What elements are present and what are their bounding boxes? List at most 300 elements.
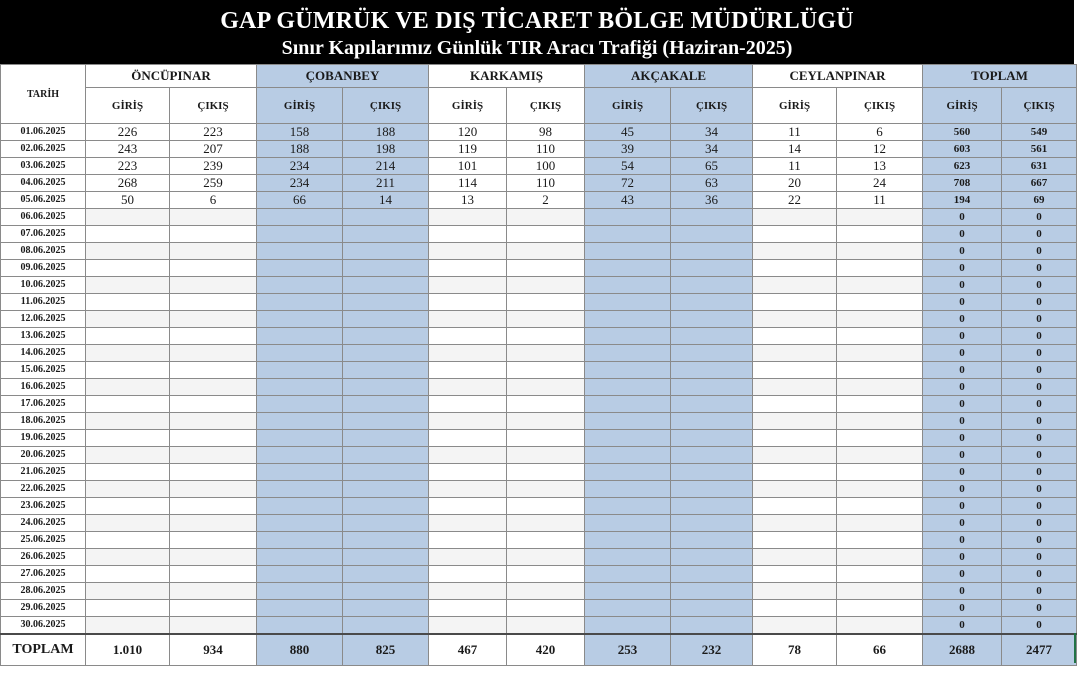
date-cell[interactable]: 13.06.2025 xyxy=(1,328,86,345)
value-cell[interactable] xyxy=(585,277,671,294)
value-cell[interactable] xyxy=(837,583,923,600)
value-cell[interactable] xyxy=(170,226,257,243)
total-exit-cell[interactable]: 0 xyxy=(1002,566,1077,583)
value-cell[interactable] xyxy=(671,260,753,277)
value-cell[interactable] xyxy=(429,430,507,447)
value-cell[interactable] xyxy=(753,532,837,549)
value-cell[interactable] xyxy=(86,260,170,277)
value-cell[interactable]: 34 xyxy=(671,124,753,141)
value-cell[interactable] xyxy=(753,600,837,617)
value-cell[interactable] xyxy=(837,498,923,515)
value-cell[interactable] xyxy=(343,260,429,277)
date-cell[interactable]: 04.06.2025 xyxy=(1,175,86,192)
date-cell[interactable]: 19.06.2025 xyxy=(1,430,86,447)
total-exit-cell[interactable]: 0 xyxy=(1002,447,1077,464)
value-cell[interactable] xyxy=(753,209,837,226)
total-exit-cell[interactable]: 0 xyxy=(1002,260,1077,277)
value-cell[interactable] xyxy=(343,396,429,413)
total-entry-cell[interactable]: 0 xyxy=(923,498,1002,515)
value-cell[interactable] xyxy=(257,209,343,226)
value-cell[interactable] xyxy=(837,362,923,379)
total-exit-cell[interactable]: 0 xyxy=(1002,396,1077,413)
value-cell[interactable]: 22 xyxy=(753,192,837,209)
value-cell[interactable] xyxy=(429,498,507,515)
footer-total-cell[interactable]: 2477 xyxy=(1002,634,1077,666)
total-entry-cell[interactable]: 194 xyxy=(923,192,1002,209)
totals-label[interactable]: TOPLAM xyxy=(1,634,86,666)
value-cell[interactable] xyxy=(86,277,170,294)
value-cell[interactable] xyxy=(585,430,671,447)
value-cell[interactable] xyxy=(585,481,671,498)
value-cell[interactable] xyxy=(429,583,507,600)
value-cell[interactable] xyxy=(507,481,585,498)
value-cell[interactable] xyxy=(257,617,343,635)
value-cell[interactable]: 211 xyxy=(343,175,429,192)
value-cell[interactable] xyxy=(507,532,585,549)
value-cell[interactable]: 6 xyxy=(837,124,923,141)
date-cell[interactable]: 03.06.2025 xyxy=(1,158,86,175)
total-exit-cell[interactable]: 0 xyxy=(1002,481,1077,498)
value-cell[interactable]: 43 xyxy=(585,192,671,209)
value-cell[interactable] xyxy=(343,277,429,294)
value-cell[interactable] xyxy=(86,396,170,413)
total-exit-cell[interactable]: 0 xyxy=(1002,209,1077,226)
value-cell[interactable] xyxy=(585,515,671,532)
value-cell[interactable] xyxy=(170,583,257,600)
value-cell[interactable] xyxy=(585,362,671,379)
value-cell[interactable] xyxy=(86,532,170,549)
value-cell[interactable] xyxy=(753,362,837,379)
value-cell[interactable] xyxy=(837,277,923,294)
value-cell[interactable] xyxy=(585,396,671,413)
total-exit-cell[interactable]: 0 xyxy=(1002,226,1077,243)
value-cell[interactable] xyxy=(837,566,923,583)
value-cell[interactable]: 110 xyxy=(507,141,585,158)
value-cell[interactable] xyxy=(507,413,585,430)
total-exit-cell[interactable]: 667 xyxy=(1002,175,1077,192)
value-cell[interactable]: 223 xyxy=(170,124,257,141)
value-cell[interactable] xyxy=(429,260,507,277)
value-cell[interactable] xyxy=(753,430,837,447)
value-cell[interactable]: 39 xyxy=(585,141,671,158)
value-cell[interactable] xyxy=(585,566,671,583)
total-entry-cell[interactable]: 0 xyxy=(923,549,1002,566)
value-cell[interactable]: 65 xyxy=(671,158,753,175)
value-cell[interactable] xyxy=(170,413,257,430)
value-cell[interactable] xyxy=(257,379,343,396)
value-cell[interactable] xyxy=(343,532,429,549)
value-cell[interactable] xyxy=(507,260,585,277)
value-cell[interactable] xyxy=(343,600,429,617)
footer-total-cell[interactable]: 880 xyxy=(257,634,343,666)
value-cell[interactable] xyxy=(429,549,507,566)
total-exit-cell[interactable]: 0 xyxy=(1002,617,1077,635)
footer-total-cell[interactable]: 66 xyxy=(837,634,923,666)
value-cell[interactable] xyxy=(429,464,507,481)
value-cell[interactable] xyxy=(429,209,507,226)
date-cell[interactable]: 10.06.2025 xyxy=(1,277,86,294)
total-entry-cell[interactable]: 0 xyxy=(923,515,1002,532)
value-cell[interactable]: 63 xyxy=(671,175,753,192)
entry-header-3[interactable]: GİRİŞ xyxy=(585,88,671,124)
value-cell[interactable] xyxy=(753,498,837,515)
value-cell[interactable] xyxy=(507,243,585,260)
value-cell[interactable]: 45 xyxy=(585,124,671,141)
value-cell[interactable]: 114 xyxy=(429,175,507,192)
value-cell[interactable] xyxy=(343,328,429,345)
value-cell[interactable] xyxy=(671,396,753,413)
footer-total-cell[interactable]: 1.010 xyxy=(86,634,170,666)
footer-total-cell[interactable]: 253 xyxy=(585,634,671,666)
value-cell[interactable] xyxy=(753,243,837,260)
value-cell[interactable]: 119 xyxy=(429,141,507,158)
value-cell[interactable] xyxy=(86,226,170,243)
value-cell[interactable] xyxy=(507,498,585,515)
value-cell[interactable] xyxy=(671,617,753,635)
value-cell[interactable] xyxy=(343,243,429,260)
exit-header-4[interactable]: ÇIKIŞ xyxy=(837,88,923,124)
value-cell[interactable] xyxy=(257,396,343,413)
value-cell[interactable] xyxy=(753,277,837,294)
value-cell[interactable] xyxy=(429,243,507,260)
date-cell[interactable]: 02.06.2025 xyxy=(1,141,86,158)
value-cell[interactable] xyxy=(671,600,753,617)
value-cell[interactable]: 243 xyxy=(86,141,170,158)
total-entry-cell[interactable]: 0 xyxy=(923,311,1002,328)
value-cell[interactable]: 101 xyxy=(429,158,507,175)
value-cell[interactable] xyxy=(257,226,343,243)
value-cell[interactable]: 239 xyxy=(170,158,257,175)
value-cell[interactable] xyxy=(86,600,170,617)
value-cell[interactable] xyxy=(585,260,671,277)
value-cell[interactable] xyxy=(585,600,671,617)
value-cell[interactable]: 158 xyxy=(257,124,343,141)
value-cell[interactable] xyxy=(343,345,429,362)
value-cell[interactable] xyxy=(257,549,343,566)
value-cell[interactable] xyxy=(429,345,507,362)
value-cell[interactable] xyxy=(257,260,343,277)
total-entry-cell[interactable]: 0 xyxy=(923,447,1002,464)
value-cell[interactable] xyxy=(671,515,753,532)
date-cell[interactable]: 29.06.2025 xyxy=(1,600,86,617)
value-cell[interactable] xyxy=(507,396,585,413)
total-exit-cell[interactable]: 0 xyxy=(1002,515,1077,532)
value-cell[interactable] xyxy=(170,379,257,396)
total-entry-cell[interactable]: 0 xyxy=(923,260,1002,277)
value-cell[interactable] xyxy=(837,379,923,396)
value-cell[interactable] xyxy=(837,464,923,481)
value-cell[interactable] xyxy=(429,600,507,617)
value-cell[interactable] xyxy=(585,243,671,260)
value-cell[interactable] xyxy=(257,294,343,311)
value-cell[interactable] xyxy=(257,277,343,294)
value-cell[interactable] xyxy=(753,413,837,430)
value-cell[interactable] xyxy=(86,464,170,481)
value-cell[interactable] xyxy=(257,532,343,549)
value-cell[interactable] xyxy=(585,413,671,430)
value-cell[interactable] xyxy=(170,498,257,515)
value-cell[interactable] xyxy=(86,413,170,430)
value-cell[interactable] xyxy=(837,447,923,464)
value-cell[interactable] xyxy=(753,583,837,600)
total-exit-cell[interactable]: 69 xyxy=(1002,192,1077,209)
value-cell[interactable] xyxy=(429,277,507,294)
value-cell[interactable] xyxy=(671,311,753,328)
value-cell[interactable]: 72 xyxy=(585,175,671,192)
value-cell[interactable] xyxy=(257,600,343,617)
value-cell[interactable] xyxy=(343,498,429,515)
value-cell[interactable] xyxy=(170,277,257,294)
value-cell[interactable] xyxy=(86,515,170,532)
value-cell[interactable] xyxy=(837,294,923,311)
value-cell[interactable] xyxy=(671,294,753,311)
total-exit-cell[interactable]: 0 xyxy=(1002,379,1077,396)
value-cell[interactable] xyxy=(170,311,257,328)
value-cell[interactable] xyxy=(170,243,257,260)
total-exit-cell[interactable]: 0 xyxy=(1002,583,1077,600)
total-entry-cell[interactable]: 0 xyxy=(923,566,1002,583)
value-cell[interactable]: 188 xyxy=(343,124,429,141)
total-exit-cell[interactable]: 0 xyxy=(1002,277,1077,294)
value-cell[interactable] xyxy=(429,226,507,243)
value-cell[interactable] xyxy=(671,345,753,362)
value-cell[interactable] xyxy=(170,396,257,413)
total-entry-cell[interactable]: 0 xyxy=(923,532,1002,549)
value-cell[interactable] xyxy=(86,447,170,464)
total-exit-cell[interactable]: 0 xyxy=(1002,243,1077,260)
value-cell[interactable] xyxy=(257,481,343,498)
value-cell[interactable] xyxy=(837,481,923,498)
footer-total-cell[interactable]: 934 xyxy=(170,634,257,666)
value-cell[interactable] xyxy=(257,328,343,345)
value-cell[interactable] xyxy=(585,583,671,600)
value-cell[interactable] xyxy=(837,600,923,617)
value-cell[interactable] xyxy=(753,447,837,464)
value-cell[interactable] xyxy=(257,430,343,447)
total-entry-cell[interactable]: 0 xyxy=(923,396,1002,413)
date-cell[interactable]: 09.06.2025 xyxy=(1,260,86,277)
value-cell[interactable] xyxy=(753,260,837,277)
date-cell[interactable]: 07.06.2025 xyxy=(1,226,86,243)
value-cell[interactable]: 24 xyxy=(837,175,923,192)
value-cell[interactable] xyxy=(343,226,429,243)
value-cell[interactable] xyxy=(257,515,343,532)
date-cell[interactable]: 26.06.2025 xyxy=(1,549,86,566)
value-cell[interactable] xyxy=(837,396,923,413)
footer-total-cell[interactable]: 467 xyxy=(429,634,507,666)
value-cell[interactable] xyxy=(86,379,170,396)
value-cell[interactable] xyxy=(837,260,923,277)
date-cell[interactable]: 01.06.2025 xyxy=(1,124,86,141)
value-cell[interactable]: 11 xyxy=(837,192,923,209)
total-exit-cell[interactable]: 0 xyxy=(1002,413,1077,430)
total-entry-cell[interactable]: 560 xyxy=(923,124,1002,141)
value-cell[interactable] xyxy=(585,464,671,481)
value-cell[interactable] xyxy=(257,583,343,600)
date-cell[interactable]: 06.06.2025 xyxy=(1,209,86,226)
value-cell[interactable] xyxy=(507,362,585,379)
value-cell[interactable]: 66 xyxy=(257,192,343,209)
value-cell[interactable] xyxy=(86,549,170,566)
value-cell[interactable] xyxy=(170,481,257,498)
value-cell[interactable] xyxy=(585,379,671,396)
value-cell[interactable] xyxy=(585,532,671,549)
value-cell[interactable] xyxy=(837,243,923,260)
value-cell[interactable] xyxy=(86,345,170,362)
exit-header-1[interactable]: ÇIKIŞ xyxy=(343,88,429,124)
value-cell[interactable] xyxy=(343,583,429,600)
value-cell[interactable] xyxy=(429,515,507,532)
value-cell[interactable] xyxy=(170,362,257,379)
value-cell[interactable]: 50 xyxy=(86,192,170,209)
value-cell[interactable] xyxy=(671,549,753,566)
date-cell[interactable]: 30.06.2025 xyxy=(1,617,86,635)
total-exit-cell[interactable]: 0 xyxy=(1002,430,1077,447)
value-cell[interactable] xyxy=(753,379,837,396)
value-cell[interactable]: 36 xyxy=(671,192,753,209)
total-entry-cell[interactable]: 603 xyxy=(923,141,1002,158)
value-cell[interactable] xyxy=(170,515,257,532)
value-cell[interactable] xyxy=(429,566,507,583)
value-cell[interactable] xyxy=(585,345,671,362)
value-cell[interactable] xyxy=(507,447,585,464)
value-cell[interactable] xyxy=(837,311,923,328)
value-cell[interactable] xyxy=(257,498,343,515)
total-entry-cell[interactable]: 708 xyxy=(923,175,1002,192)
value-cell[interactable] xyxy=(585,209,671,226)
value-cell[interactable] xyxy=(257,447,343,464)
value-cell[interactable] xyxy=(86,430,170,447)
total-entry-cell[interactable]: 0 xyxy=(923,430,1002,447)
value-cell[interactable] xyxy=(837,345,923,362)
value-cell[interactable] xyxy=(343,311,429,328)
total-exit-cell[interactable]: 0 xyxy=(1002,362,1077,379)
value-cell[interactable] xyxy=(343,430,429,447)
date-cell[interactable]: 25.06.2025 xyxy=(1,532,86,549)
value-cell[interactable] xyxy=(257,413,343,430)
value-cell[interactable] xyxy=(429,294,507,311)
total-entry-cell[interactable]: 0 xyxy=(923,583,1002,600)
value-cell[interactable] xyxy=(671,226,753,243)
value-cell[interactable]: 100 xyxy=(507,158,585,175)
value-cell[interactable] xyxy=(585,498,671,515)
value-cell[interactable] xyxy=(343,617,429,635)
value-cell[interactable] xyxy=(671,209,753,226)
value-cell[interactable] xyxy=(837,515,923,532)
value-cell[interactable] xyxy=(837,617,923,635)
value-cell[interactable] xyxy=(86,311,170,328)
date-cell[interactable]: 21.06.2025 xyxy=(1,464,86,481)
value-cell[interactable] xyxy=(507,515,585,532)
value-cell[interactable] xyxy=(170,294,257,311)
value-cell[interactable] xyxy=(343,464,429,481)
footer-total-cell[interactable]: 420 xyxy=(507,634,585,666)
value-cell[interactable] xyxy=(429,532,507,549)
value-cell[interactable] xyxy=(86,583,170,600)
value-cell[interactable] xyxy=(753,345,837,362)
value-cell[interactable] xyxy=(343,566,429,583)
value-cell[interactable] xyxy=(343,413,429,430)
value-cell[interactable] xyxy=(507,549,585,566)
value-cell[interactable] xyxy=(257,243,343,260)
value-cell[interactable] xyxy=(429,311,507,328)
value-cell[interactable] xyxy=(753,294,837,311)
value-cell[interactable]: 188 xyxy=(257,141,343,158)
entry-header-2[interactable]: GİRİŞ xyxy=(429,88,507,124)
value-cell[interactable]: 54 xyxy=(585,158,671,175)
value-cell[interactable] xyxy=(507,583,585,600)
gate-header-cobanbey[interactable]: ÇOBANBEY xyxy=(257,65,429,88)
value-cell[interactable] xyxy=(507,277,585,294)
value-cell[interactable] xyxy=(507,209,585,226)
value-cell[interactable] xyxy=(507,600,585,617)
value-cell[interactable] xyxy=(507,328,585,345)
value-cell[interactable] xyxy=(753,481,837,498)
value-cell[interactable] xyxy=(170,617,257,635)
value-cell[interactable] xyxy=(429,617,507,635)
entry-header-5[interactable]: GİRİŞ xyxy=(923,88,1002,124)
total-entry-cell[interactable]: 0 xyxy=(923,294,1002,311)
value-cell[interactable] xyxy=(507,311,585,328)
value-cell[interactable]: 98 xyxy=(507,124,585,141)
value-cell[interactable] xyxy=(507,226,585,243)
footer-total-cell[interactable]: 232 xyxy=(671,634,753,666)
total-exit-cell[interactable]: 631 xyxy=(1002,158,1077,175)
value-cell[interactable] xyxy=(343,209,429,226)
value-cell[interactable] xyxy=(257,566,343,583)
exit-header-5[interactable]: ÇIKIŞ xyxy=(1002,88,1077,124)
exit-header-0[interactable]: ÇIKIŞ xyxy=(170,88,257,124)
date-cell[interactable]: 05.06.2025 xyxy=(1,192,86,209)
value-cell[interactable] xyxy=(585,549,671,566)
total-entry-cell[interactable]: 623 xyxy=(923,158,1002,175)
value-cell[interactable] xyxy=(671,447,753,464)
value-cell[interactable] xyxy=(429,328,507,345)
value-cell[interactable] xyxy=(170,447,257,464)
value-cell[interactable] xyxy=(837,226,923,243)
value-cell[interactable] xyxy=(170,345,257,362)
value-cell[interactable]: 234 xyxy=(257,175,343,192)
total-entry-cell[interactable]: 0 xyxy=(923,379,1002,396)
value-cell[interactable]: 259 xyxy=(170,175,257,192)
value-cell[interactable] xyxy=(671,430,753,447)
value-cell[interactable] xyxy=(753,566,837,583)
value-cell[interactable] xyxy=(837,549,923,566)
value-cell[interactable] xyxy=(429,362,507,379)
value-cell[interactable] xyxy=(86,328,170,345)
entry-header-4[interactable]: GİRİŞ xyxy=(753,88,837,124)
total-exit-cell[interactable]: 549 xyxy=(1002,124,1077,141)
value-cell[interactable] xyxy=(753,396,837,413)
value-cell[interactable] xyxy=(343,447,429,464)
date-cell[interactable]: 20.06.2025 xyxy=(1,447,86,464)
date-cell[interactable]: 27.06.2025 xyxy=(1,566,86,583)
value-cell[interactable] xyxy=(170,566,257,583)
total-exit-cell[interactable]: 0 xyxy=(1002,345,1077,362)
exit-header-2[interactable]: ÇIKIŞ xyxy=(507,88,585,124)
value-cell[interactable] xyxy=(86,498,170,515)
total-entry-cell[interactable]: 0 xyxy=(923,328,1002,345)
value-cell[interactable] xyxy=(429,396,507,413)
date-cell[interactable]: 08.06.2025 xyxy=(1,243,86,260)
date-cell[interactable]: 12.06.2025 xyxy=(1,311,86,328)
total-entry-cell[interactable]: 0 xyxy=(923,481,1002,498)
footer-total-cell[interactable]: 2688 xyxy=(923,634,1002,666)
value-cell[interactable]: 110 xyxy=(507,175,585,192)
total-entry-cell[interactable]: 0 xyxy=(923,277,1002,294)
value-cell[interactable] xyxy=(837,209,923,226)
value-cell[interactable] xyxy=(343,515,429,532)
